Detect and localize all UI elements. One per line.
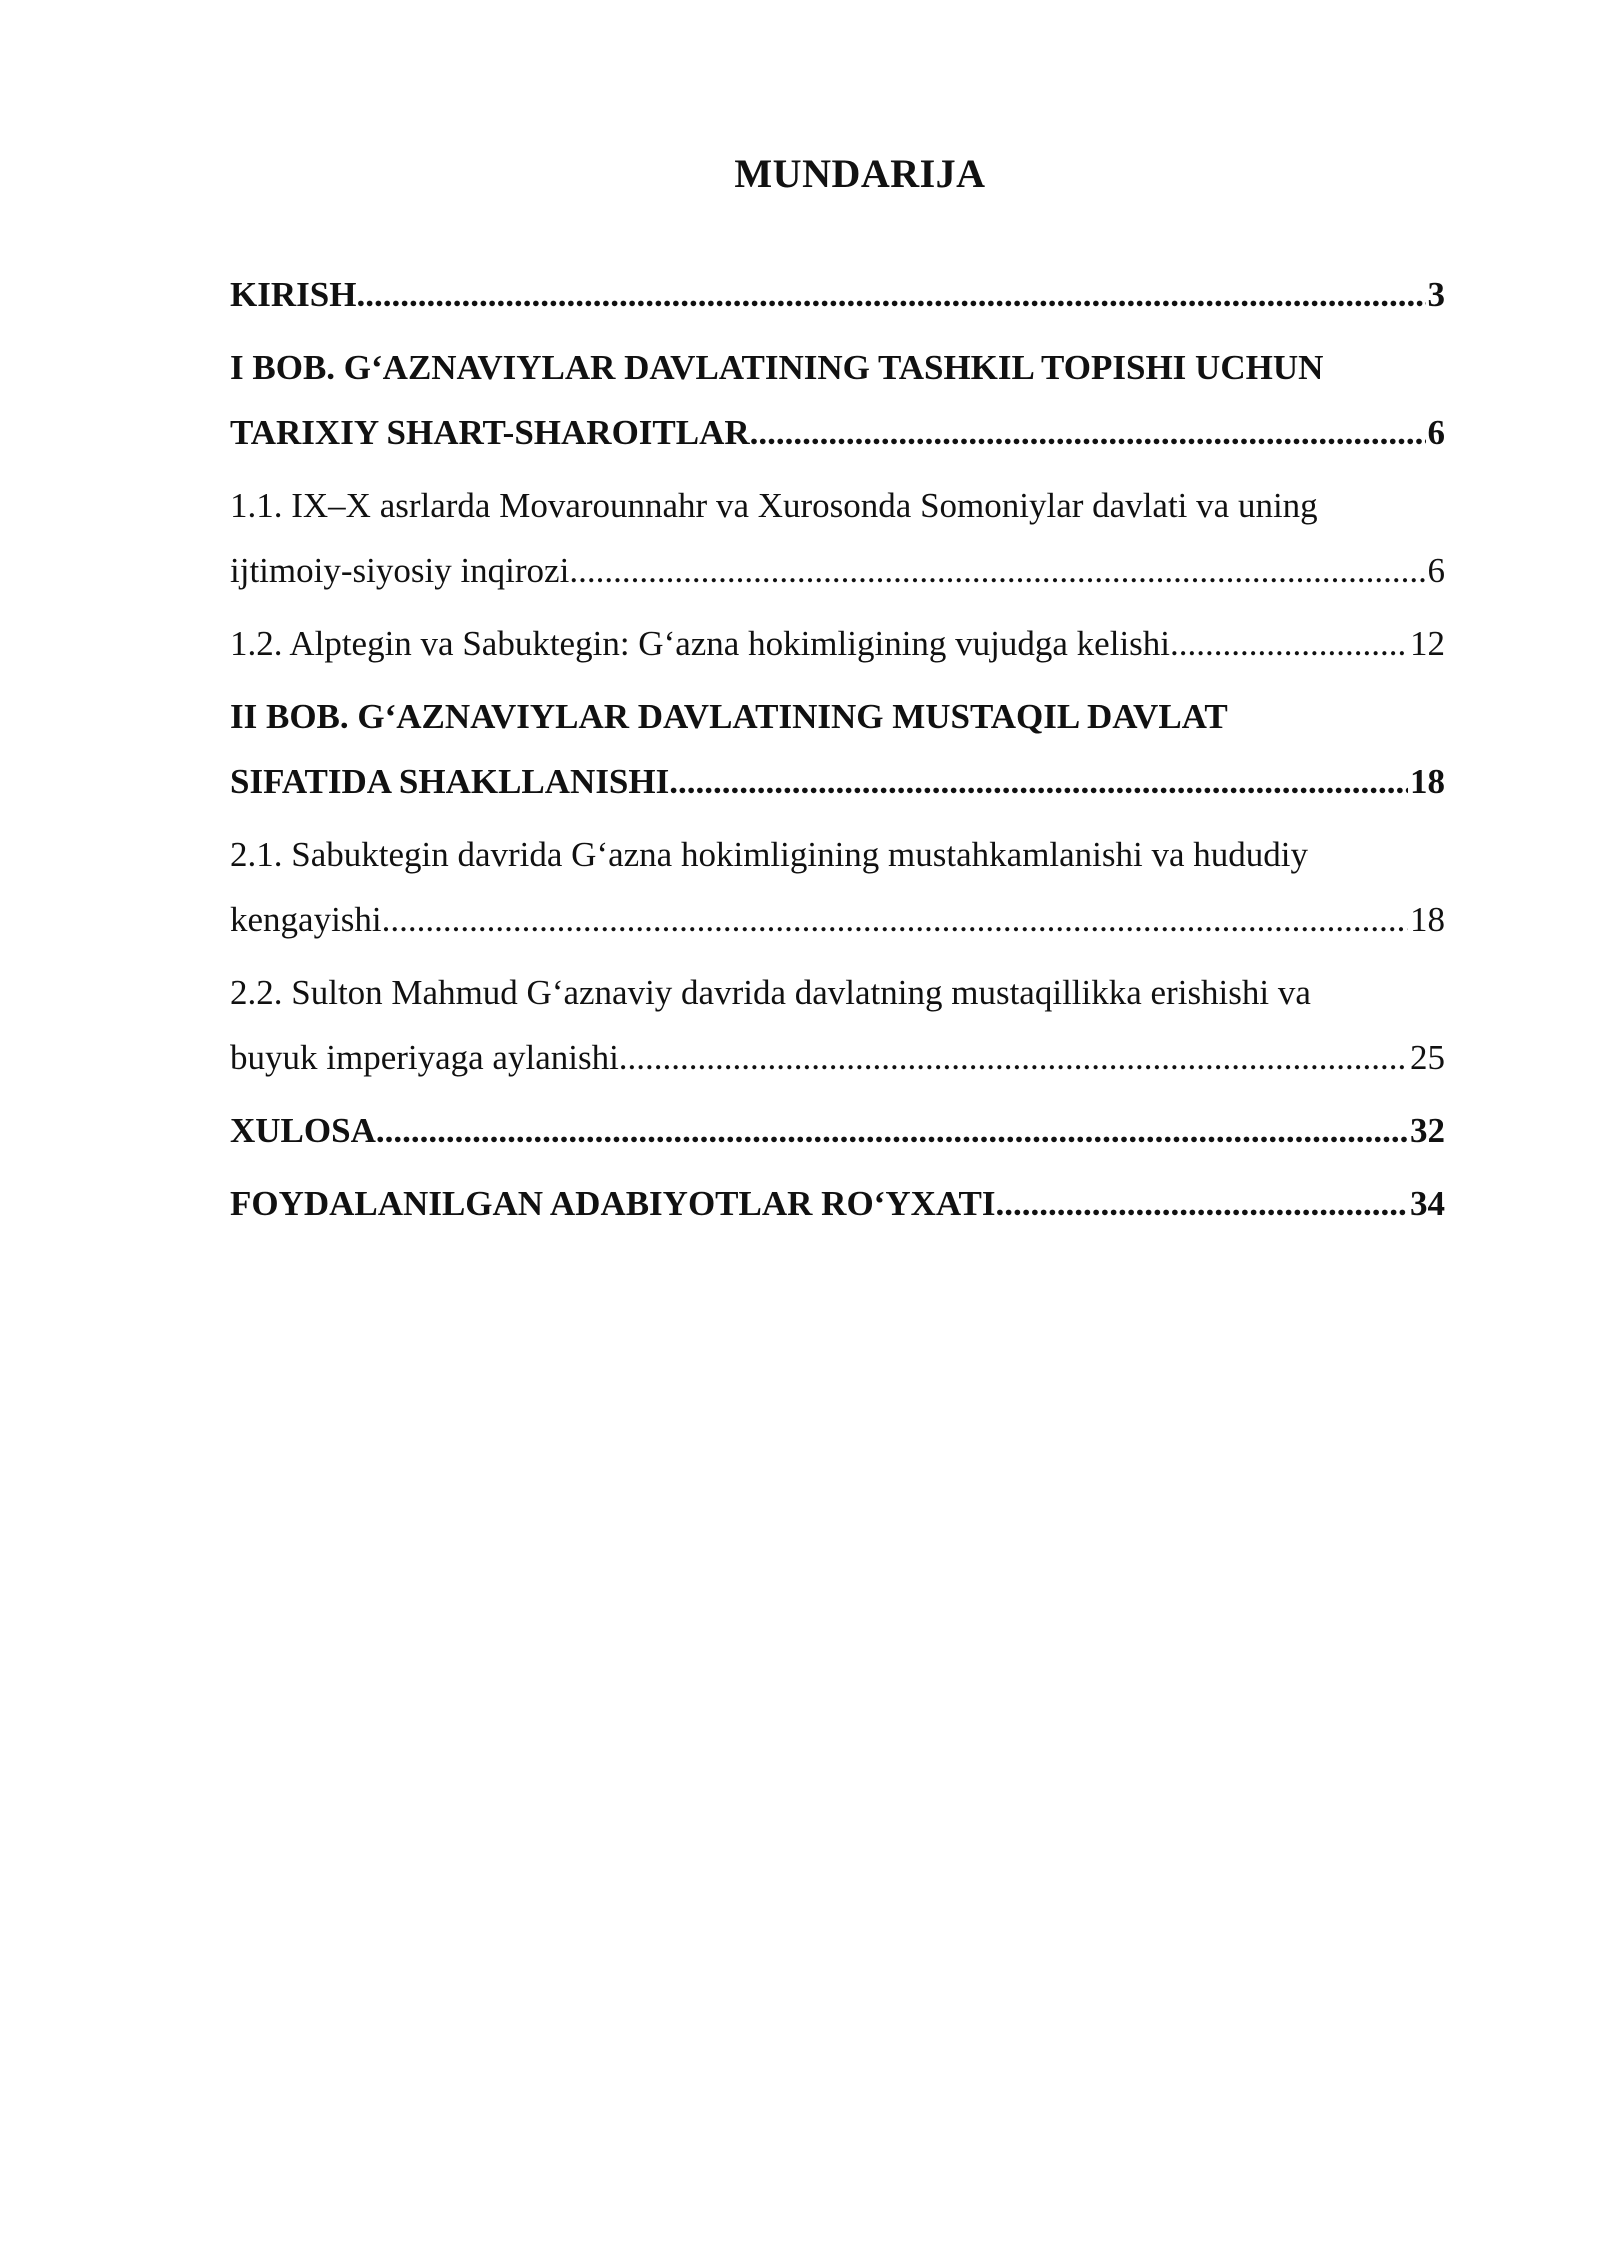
toc-entry-chapter-2[interactable] [230,684,1445,814]
toc-entry-kirish[interactable] [230,262,1445,327]
toc-entry-title-line-1: 2.1. Sabuktegin davrida G‘azna hokimligining mustahkamlanishi va hududiy [230,835,1309,874]
toc-page-number: 18 [1410,762,1445,801]
toc-entry-title-line-2: SIFATIDA SHAKLLANISHI [230,762,670,801]
toc-entry-line [230,262,1445,327]
page-title: MUNDARIJA [734,151,986,196]
toc-page-number: 6 [1427,413,1445,452]
toc-page-number: 3 [1427,275,1445,314]
toc-page-number: 12 [1410,624,1445,663]
toc-entry-section-2-2[interactable] [230,960,1445,1090]
toc-entry-line [230,749,1445,814]
toc-entry-line [230,1025,1445,1090]
toc-entry-title-line-1: I BOB. G‘AZNAVIYLAR DAVLATINING TASHKIL TOPISHI UCHUN [230,348,1324,387]
dot-leader [569,538,1425,603]
toc-page-number: 18 [1410,900,1445,939]
toc-entry-title: KIRISH [230,275,357,314]
dot-leader [750,400,1426,465]
toc-entry-chapter-1[interactable] [230,335,1445,465]
toc-entry-section-2-1[interactable] [230,822,1445,952]
dot-leader [1170,611,1408,676]
toc-entry-line [230,538,1445,603]
toc-entry-title-line-2: buyuk imperiyaga aylanishi [230,1038,619,1077]
toc-entry-title-line-2: ijtimoiy-siyosiy inqirozi [230,551,570,590]
toc-entry-line [230,887,1445,952]
toc-entry-title: 1.2. Alptegin va Sabuktegin: G‘azna hokimligining vujudga kelishi [230,624,1171,663]
toc-entry-title-line-1: 2.2. Sulton Mahmud G‘aznaviy davrida davlatning mustaqillikka erishishi va [230,973,1311,1012]
dot-leader [376,1098,1408,1163]
toc-entry-line [230,1098,1445,1163]
toc-page-number: 34 [1410,1184,1445,1223]
dot-leader [669,749,1408,814]
dot-leader [996,1171,1408,1236]
toc-entry-title-line-2: kengayishi [230,900,382,939]
toc-entry-line [230,400,1445,465]
dot-leader [382,887,1408,952]
toc-entry-title-line-1: II BOB. G‘AZNAVIYLAR DAVLATINING MUSTAQIL DAVLAT [230,697,1228,736]
dot-leader [356,262,1425,327]
dot-leader [619,1025,1408,1090]
toc-entry-title: XULOSA [230,1111,376,1150]
toc-entry-section-1-1[interactable] [230,473,1445,603]
toc-page-number: 6 [1427,551,1445,590]
toc-entry-title-line-2: TARIXIY SHART-SHAROITLAR [230,413,750,452]
toc-entry-section-1-2[interactable] [230,611,1445,676]
toc-entry-line [230,1171,1445,1236]
toc-entry-xulosa[interactable] [230,1098,1445,1163]
table-of-contents [230,262,1445,1244]
toc-page-number: 32 [1410,1111,1445,1150]
toc-entry-title: FOYDALANILGAN ADABIYOTLAR RO‘YXATI [230,1184,996,1223]
toc-entry-line [230,611,1445,676]
toc-entry-references[interactable] [230,1171,1445,1236]
toc-page-number: 25 [1410,1038,1445,1077]
toc-entry-title-line-1: 1.1. IX–X asrlarda Movarounnahr va Xurosonda Somoniylar davlati va uning [230,486,1318,525]
